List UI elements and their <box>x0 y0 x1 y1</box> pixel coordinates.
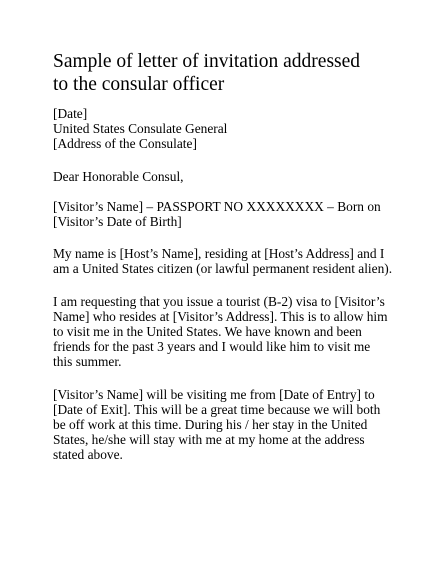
paragraph-line: Name] who resides at [Visitor’s Address]. This is to allow him <box>53 308 388 324</box>
host-introduction-paragraph <box>53 246 420 276</box>
recipient-address <box>53 106 420 152</box>
paragraph-line: am a United States citizen (or lawful permanent resident alien). <box>53 261 393 277</box>
consulate-name: United States Consulate General <box>53 121 228 137</box>
paragraph-line: friends for the past 3 years and I would like him to visit me <box>53 339 371 355</box>
visa-request-paragraph <box>53 294 420 370</box>
visit-details-paragraph <box>53 387 420 463</box>
paragraph-line: this summer. <box>53 354 122 370</box>
paragraph-line: be off work at this time. During his / her stay in the United <box>53 417 368 433</box>
document-title <box>53 50 420 96</box>
consulate-address-placeholder: [Address of the Consulate] <box>53 136 197 152</box>
title-line: Sample of letter of invitation addressed <box>53 51 361 72</box>
paragraph-line: stated above. <box>53 447 123 463</box>
paragraph-line: States, he/she will stay with me at my home at the address <box>53 432 365 448</box>
salutation <box>53 169 420 184</box>
visitor-identification <box>53 199 420 229</box>
visitor-line: [Visitor’s Date of Birth] <box>53 214 182 230</box>
paragraph-line: My name is [Host’s Name], residing at [Host’s Address] and I <box>53 246 385 262</box>
paragraph-line: to visit me in the United States. We have known and been <box>53 324 362 340</box>
date-placeholder: [Date] <box>53 106 88 121</box>
paragraph-line: [Date of Exit]. This will be a great time because we will both <box>53 401 381 417</box>
visitor-line: [Visitor’s Name] – PASSPORT NO XXXXXXXX – Born on <box>53 198 381 214</box>
title-line: to the consular officer <box>53 74 225 95</box>
paragraph-line: [Visitor’s Name] will be visiting me from [Date of Entry] to <box>53 386 375 402</box>
salutation-text: Dear Honorable Consul, <box>53 168 184 184</box>
paragraph-line: I am requesting that you issue a tourist (B-2) visa to [Visitor’s <box>53 293 385 309</box>
